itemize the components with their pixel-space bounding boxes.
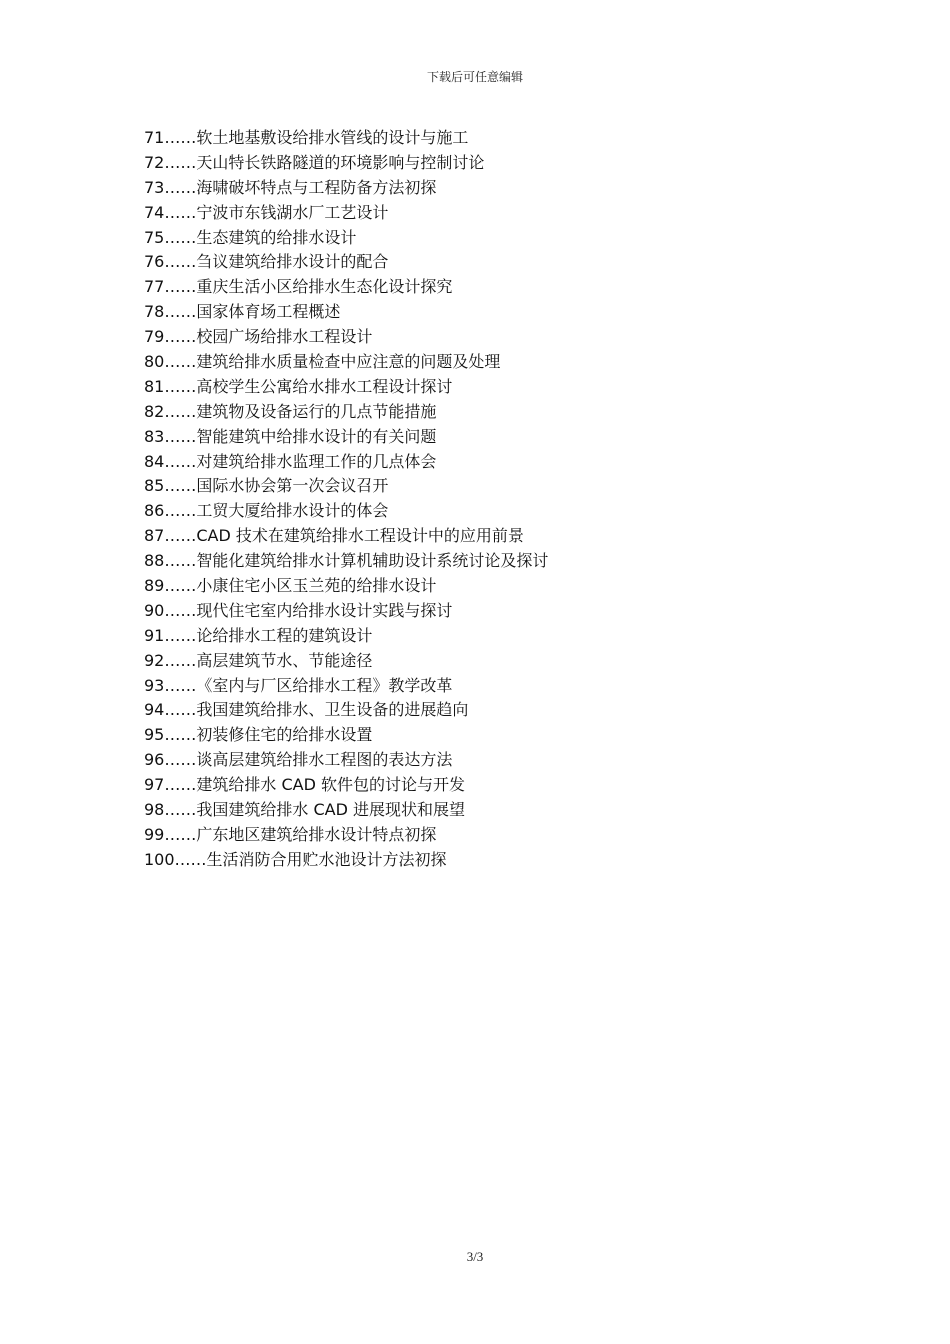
toc-item-89: 89……小康住宅小区玉兰苑的给排水设计 — [144, 576, 437, 596]
toc-item-80: 80……建筑给排水质量检查中应注意的问题及处理 — [144, 352, 501, 372]
toc-item-88: 88……智能化建筑给排水计算机辅助设计系统讨论及探讨 — [144, 551, 549, 571]
toc-item-78: 78……国家体育场工程概述 — [144, 302, 341, 322]
toc-item-84: 84……对建筑给排水监理工作的几点体会 — [144, 451, 437, 471]
toc-item-95: 95……初装修住宅的给排水设置 — [144, 725, 373, 745]
toc-item-97: 97……建筑给排水 CAD 软件包的讨论与开发 — [144, 775, 465, 795]
toc-item-79: 79……校园广场给排水工程设计 — [144, 327, 373, 347]
toc-item-86: 86……工贸大厦给排水设计的体会 — [144, 501, 389, 521]
toc-item-100: 100……生活消防合用贮水池设计方法初探 — [144, 849, 447, 869]
toc-item-90: 90……现代住宅室内给排水设计实践与探讨 — [144, 600, 453, 620]
toc-item-72: 72……天山特长铁路隧道的环境影响与控制讨论 — [144, 152, 485, 172]
toc-item-81: 81……高校学生公寓给水排水工程设计探讨 — [144, 376, 453, 396]
toc-item-94: 94……我国建筑给排水、卫生设备的进展趋向 — [144, 700, 469, 720]
toc-item-71: 71……软土地基敷设给排水管线的设计与施工 — [144, 128, 469, 147]
toc-item-73: 73……海啸破坏特点与工程防备方法初探 — [144, 177, 437, 197]
toc-item-92: 92……高层建筑节水、节能途径 — [144, 650, 373, 670]
toc-item-76: 76……刍议建筑给排水设计的配合 — [144, 252, 389, 272]
toc-item-74: 74……宁波市东钱湖水厂工艺设计 — [144, 202, 389, 222]
toc-item-77: 77……重庆生活小区给排水生态化设计探究 — [144, 277, 453, 297]
toc-item-93: 93……《室内与厂区给排水工程》教学改革 — [144, 675, 453, 695]
toc-item-96: 96……谈高层建筑给排水工程图的表达方法 — [144, 750, 453, 770]
toc-item-83: 83……智能建筑中给排水设计的有关问题 — [144, 426, 437, 446]
toc-item-91: 91……论给排水工程的建筑设计 — [144, 625, 373, 645]
toc-item-75: 75……生态建筑的给排水设计 — [144, 227, 357, 247]
toc-item-98: 98……我国建筑给排水 CAD 进展现状和展望 — [144, 800, 465, 820]
toc-list — [144, 126, 548, 873]
toc-item-82: 82……建筑物及设备运行的几点节能措施 — [144, 401, 437, 421]
toc-item-87: 87……CAD 技术在建筑给排水工程设计中的应用前景 — [144, 526, 524, 546]
toc-item-85: 85……国际水协会第一次会议召开 — [144, 476, 389, 496]
page-number: 3/3 — [466, 1249, 484, 1264]
toc-item-99: 99……广东地区建筑给排水设计特点初探 — [144, 824, 437, 844]
page-header: 下载后可任意编辑 — [426, 70, 523, 84]
